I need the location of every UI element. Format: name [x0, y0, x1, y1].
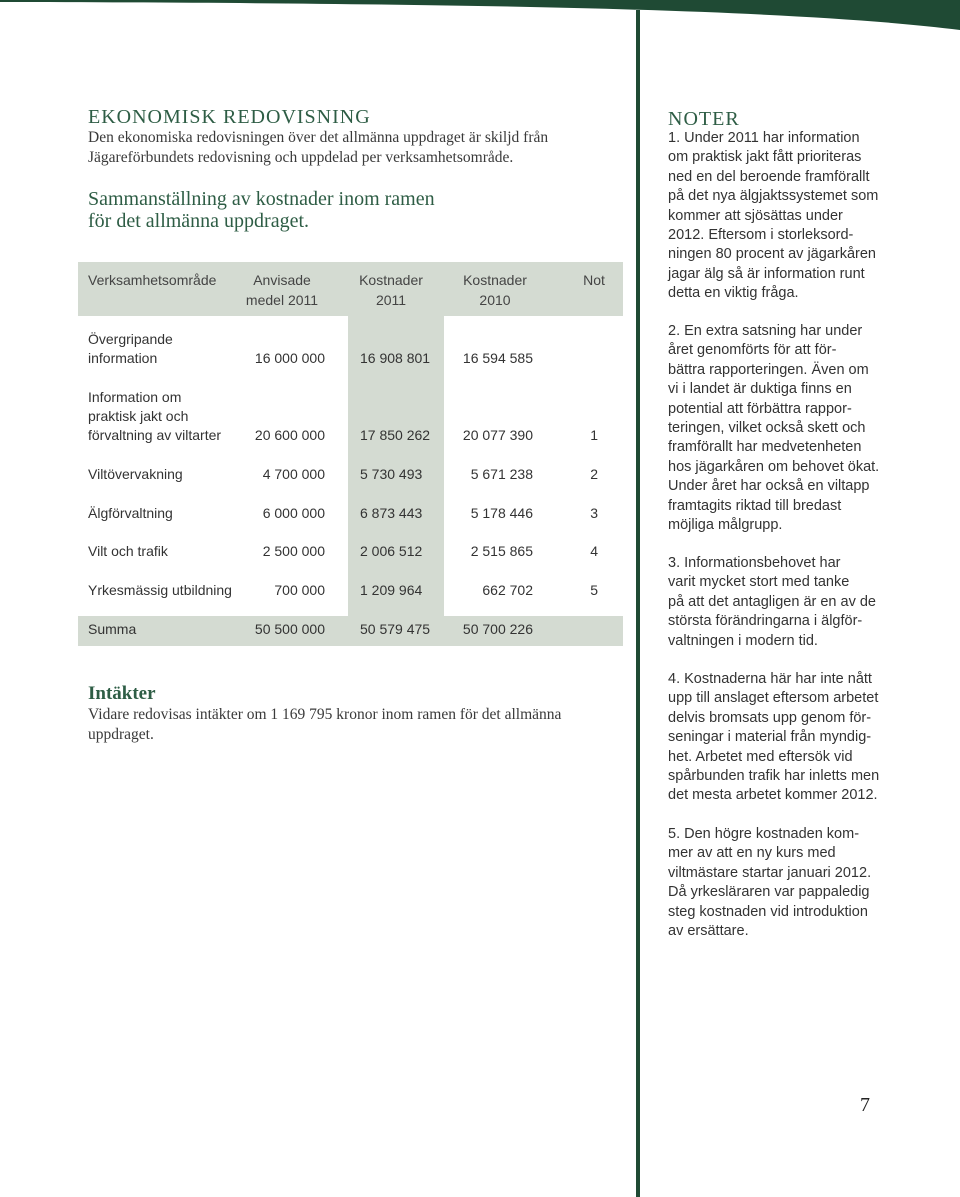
note-line: steg kostnaden vid introduktion — [668, 903, 868, 920]
cell-kostnader-2010: 5 178 446 — [470, 505, 533, 521]
cell-kostnader-2010: 2 515 865 — [470, 543, 533, 559]
row-name: Vilt och trafik — [88, 543, 168, 559]
cell-anvisade: 20 600 000 — [254, 427, 325, 443]
cell-not: 1 — [590, 427, 598, 443]
note-line: mer av att en ny kurs med — [668, 845, 836, 862]
note-line: 3. Informationsbehovet har — [668, 555, 841, 571]
note-line: möjliga målgrupp. — [668, 517, 783, 534]
header-anvisade — [238, 270, 326, 310]
note-4 — [668, 670, 893, 806]
header-not — [574, 270, 614, 290]
note-line: framtagits riktad till bredast — [668, 497, 842, 514]
note-5 — [668, 825, 893, 941]
sum-kostnader-2010: 50 700 226 — [462, 621, 533, 637]
cell-anvisade: 16 000 000 — [254, 350, 325, 366]
note-line: ningen 80 procent av jägarkåren — [668, 246, 876, 263]
note-line: kommer att sjösättas under — [668, 207, 843, 224]
cell-kostnader-2011: 1 209 964 — [360, 582, 423, 598]
note-line: spårbunden trafik har inletts men — [668, 768, 880, 785]
cell-kostnader-2011: 17 850 262 — [360, 427, 431, 443]
table-heading-line: för det allmänna uppdraget. — [88, 210, 310, 232]
note-line: Då yrkesläraren var pappaledig — [668, 884, 870, 901]
cell-kostnader-2011: 5 730 493 — [360, 466, 423, 482]
sum-label: Summa — [88, 621, 137, 637]
note-line: het. Arbetet med eftersök vid — [668, 748, 853, 765]
header-k2010-line: Kostnader — [463, 272, 527, 288]
header-anvisade-line: medel 2011 — [245, 292, 319, 308]
cell-anvisade: 2 500 000 — [262, 543, 325, 559]
cell-kostnader-2010: 20 077 390 — [462, 427, 533, 443]
row-name-line: Övergripande — [88, 331, 173, 347]
note-line: detta en viktig fråga. — [668, 285, 799, 302]
header-k2011-line: Kostnader — [359, 272, 423, 288]
note-line: varit mycket stort med tanke — [668, 574, 850, 591]
note-line: 2. En extra satsning har under — [668, 323, 863, 339]
cell-kostnader-2011: 2 006 512 — [360, 543, 423, 559]
note-2 — [668, 322, 893, 535]
table-heading — [88, 188, 628, 232]
note-line: största förändringarna i älgför- — [668, 613, 863, 630]
note-line: av ersättare. — [668, 923, 749, 940]
intro-text: Den ekonomiska redovisningen över det allmänna uppdraget är skiljd från Jägareförbundets redovisning och uppdelad per verksamhetsområde. — [88, 129, 549, 166]
note-line: seningar i material från myndig- — [668, 729, 872, 746]
cell-kostnader-2010: 16 594 585 — [462, 350, 533, 366]
note-line: vi i landet är duktiga finns en — [668, 381, 852, 398]
note-line: året genomförts för att för- — [668, 342, 837, 359]
header-area-label: Verksamhetsområde — [88, 272, 217, 288]
cell-anvisade: 4 700 000 — [262, 466, 325, 482]
income-title: Intäkter — [88, 683, 156, 704]
row-name: Yrkesmässig utbildning — [88, 582, 232, 598]
note-line: teringen, vilket också skett och — [668, 420, 866, 437]
row-name — [88, 330, 173, 368]
header-not-label: Not — [583, 272, 605, 288]
section-title: EKONOMISK REDOVISNING — [88, 106, 371, 128]
cell-anvisade: 6 000 000 — [262, 505, 325, 521]
note-3 — [668, 554, 893, 651]
header-kostnader-2010 — [452, 270, 538, 310]
header-area — [88, 270, 216, 290]
header-k2011-line: 2011 — [375, 292, 407, 308]
cell-kostnader-2011: 16 908 801 — [360, 350, 431, 366]
note-line: valtningen i modern tid. — [668, 632, 818, 649]
note-line: det mesta arbetet kommer 2012. — [668, 787, 878, 804]
cell-kostnader-2010: 5 671 238 — [470, 466, 533, 482]
note-line: hos jägarkåren om behovet ökat. — [668, 458, 880, 475]
cell-anvisade: 700 000 — [274, 582, 325, 598]
row-name-line: information — [88, 350, 158, 366]
row-name: Viltövervakning — [88, 466, 183, 482]
column-divider — [636, 10, 640, 1197]
page-number: 7 — [860, 1094, 870, 1116]
header-kostnader-2011 — [348, 270, 434, 310]
cell-kostnader-2011: 6 873 443 — [360, 505, 423, 521]
row-name-line: förvaltning av viltarter — [88, 427, 222, 443]
notes-title: NOTER — [668, 108, 740, 130]
note-line: viltmästare startar januari 2012. — [668, 864, 872, 881]
header-swoosh — [0, 0, 960, 40]
note-line: 4. Kostnaderna här har inte nått — [668, 671, 872, 687]
header-anvisade-line: Anvisade — [253, 272, 311, 288]
note-line: om praktisk jakt fått prioriteras — [668, 149, 862, 166]
cell-not: 4 — [590, 543, 598, 559]
sum-anvisade: 50 500 000 — [254, 621, 325, 637]
header-k2010-line: 2010 — [479, 292, 511, 308]
sum-kostnader-2011: 50 579 475 — [360, 621, 431, 637]
cell-not: 2 — [590, 466, 598, 482]
note-line: Under året har också en viltapp — [668, 478, 870, 495]
note-line: framförallt har medvetenheten — [668, 439, 862, 456]
cell-not: 5 — [590, 582, 598, 598]
row-name: Älgförvaltning — [88, 505, 173, 521]
note-line: delvis bromsats upp genom för- — [668, 709, 872, 726]
note-line: potential att förbättra rappor- — [668, 400, 852, 417]
cell-kostnader-2010: 662 702 — [482, 582, 533, 598]
note-line: upp till anslaget eftersom arbetet — [668, 690, 879, 707]
note-line: ned en del beroende framförallt — [668, 168, 870, 185]
table-heading-line: Sammanställning av kostnader inom ramen — [88, 188, 435, 210]
note-line: 1. Under 2011 har information — [668, 130, 860, 146]
note-line: på att det antagligen är en av de — [668, 593, 876, 610]
sum-row-band — [78, 616, 623, 646]
note-line: på det nya älgjaktssystemet som — [668, 188, 879, 205]
note-line: 2012. Eftersom i storleksord- — [668, 227, 854, 244]
note-line: bättra rapporteringen. Även om — [668, 361, 869, 378]
note-1 — [668, 129, 893, 304]
cell-not: 3 — [590, 505, 598, 521]
note-line: jagar älg så är information runt — [668, 265, 865, 282]
income-text: Vidare redovisas intäkter om 1 169 795 kronor inom ramen för det allmänna uppdraget. — [88, 706, 562, 743]
note-line: 5. Den högre kostnaden kom- — [668, 826, 860, 842]
row-name-line: Information om — [88, 389, 182, 405]
row-name — [88, 388, 221, 445]
row-name-line: praktisk jakt och — [88, 408, 189, 424]
cost-table — [78, 262, 623, 646]
